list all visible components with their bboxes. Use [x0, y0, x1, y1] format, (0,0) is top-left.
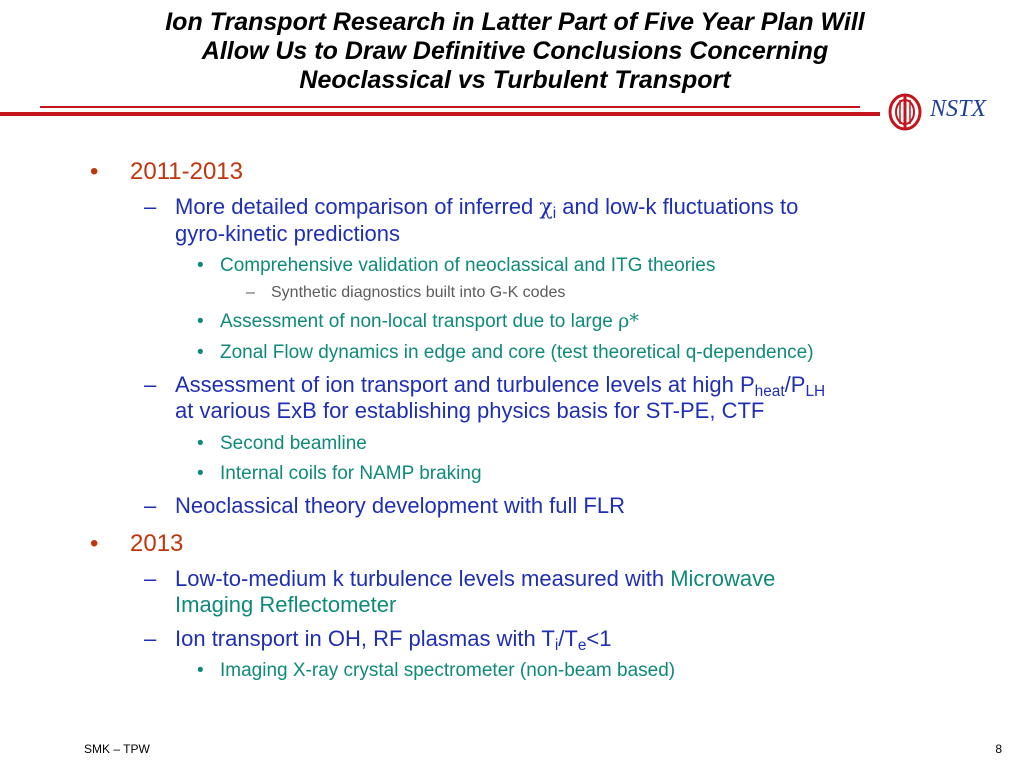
dash-marker: – [144, 566, 157, 591]
title-rule-thick [0, 112, 880, 116]
item-non-local-transport: Assessment of non-local transport due to large ρ* [220, 310, 639, 332]
item-ion-transport-oh-rf: Ion transport in OH, RF plasmas with $T_i/T_e<1$ [175, 626, 612, 654]
dash-marker: – [144, 372, 157, 397]
footer-author: SMK – TPW [84, 742, 150, 756]
bullet-marker: • [197, 660, 204, 681]
item-synthetic-diagnostics: Synthetic diagnostics built into G-K codes [271, 284, 566, 301]
bullet-marker: • [197, 311, 204, 332]
item-low-to-medium-k: Low-to-medium k turbulence levels measured with Microwave Imaging Reflectometer [175, 566, 776, 617]
title-line-2: Allow Us to Draw Definitive Conclusions Concerning [201, 37, 829, 65]
bullet-marker: • [197, 255, 204, 276]
title-line-3: Neoclassical vs Turbulent Transport [299, 66, 731, 94]
section-heading-2013: 2013 [130, 530, 184, 557]
dash-marker: – [144, 626, 157, 651]
dash-marker: – [246, 284, 255, 301]
nstx-logo-text: NSTX [930, 96, 987, 122]
title-line-1: Ion Transport Research in Latter Part of Five Year Plan Will [165, 8, 865, 36]
dash-marker: – [144, 493, 157, 518]
dash-marker: – [144, 194, 157, 219]
item-detailed-comparison: More detailed comparison of inferred $\chi_i$ and low-k fluctuations to gyro-kinetic predictions [175, 194, 799, 246]
item-second-beamline: Second beamline [220, 433, 367, 454]
slide-title [90, 8, 940, 95]
item-zonal-flow: Zonal Flow dynamics in edge and core (test theoretical q-dependence) [220, 342, 814, 363]
item-neoclassical-theory: Neoclassical theory development with full FLR [175, 493, 625, 518]
item-internal-coils: Internal coils for NAMP braking [220, 463, 482, 484]
bullet-marker: • [197, 433, 204, 454]
item-imaging-xray: Imaging X-ray crystal spectrometer (non-beam based) [220, 660, 676, 681]
page-number: 8 [995, 742, 1002, 756]
bullet-marker: • [90, 530, 99, 557]
item-ion-transport-assessment: Assessment of ion transport and turbulence levels at high $P_{heat}/P_{LH}$ at various ExB for establishing physics basis for ST-PE, CTF [175, 372, 826, 423]
item-comprehensive-validation: Comprehensive validation of neoclassical and ITG theories [220, 255, 716, 276]
bullet-marker: • [90, 158, 99, 185]
bullet-marker: • [197, 463, 204, 484]
title-rule-thin [40, 106, 860, 108]
bullet-marker: • [197, 342, 204, 363]
section-heading-2011-2013: 2011-2013 [130, 158, 243, 185]
